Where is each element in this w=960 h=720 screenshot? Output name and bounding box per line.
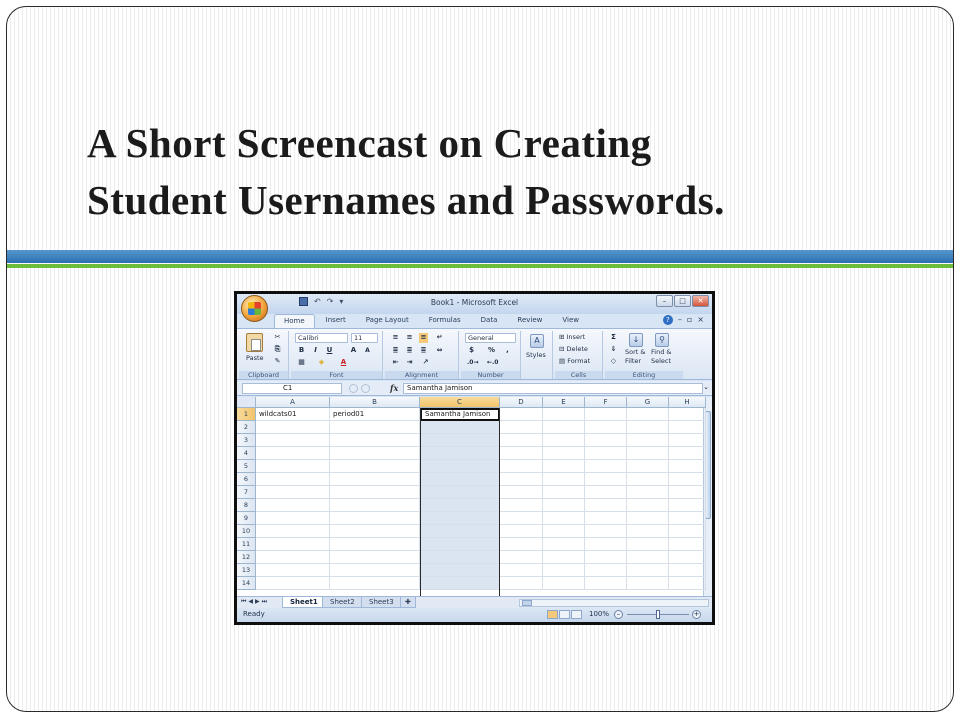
cell-g3[interactable] (627, 434, 669, 447)
row-header-14[interactable]: 14 (237, 577, 256, 590)
number-format-select[interactable]: General (465, 333, 516, 343)
find-select-label-2[interactable]: Select (651, 357, 672, 365)
alignment-group-label: Alignment (385, 371, 458, 379)
cell-a10[interactable] (256, 525, 330, 538)
align-right-icon[interactable]: ≣ (420, 346, 427, 354)
sheet-tab-1[interactable]: Sheet1 (282, 597, 326, 608)
cell-c14[interactable] (420, 577, 500, 590)
excel-window (234, 291, 715, 625)
wrap-text-icon[interactable]: ↵ (436, 333, 443, 341)
cell-c5[interactable] (420, 460, 500, 473)
cell-b5[interactable] (330, 460, 420, 473)
cell-a6[interactable] (256, 473, 330, 486)
row-header-11[interactable]: 11 (237, 538, 256, 551)
cell-a3[interactable] (256, 434, 330, 447)
merge-center-icon[interactable]: ⇔ (436, 346, 443, 354)
row-header-5[interactable]: 5 (237, 460, 256, 473)
align-top-icon[interactable]: ≡ (392, 333, 399, 341)
cell-c2[interactable] (420, 421, 500, 434)
cell-b10[interactable] (330, 525, 420, 538)
alignment-group (385, 331, 459, 379)
underline-button[interactable]: U (326, 346, 333, 354)
row-header-6[interactable]: 6 (237, 473, 256, 486)
insert-cells-button[interactable]: ⊞ Insert (559, 333, 586, 341)
cell-e4[interactable] (543, 447, 585, 460)
cell-g2[interactable] (627, 421, 669, 434)
cell-g1[interactable] (627, 408, 669, 421)
cell-a9[interactable] (256, 512, 330, 525)
close-workbook-icon[interactable]: × (697, 315, 704, 324)
column-header-c[interactable]: C (420, 397, 500, 408)
cell-f2[interactable] (585, 421, 627, 434)
cell-e6[interactable] (543, 473, 585, 486)
cell-f10[interactable] (585, 525, 627, 538)
cell-c10[interactable] (420, 525, 500, 538)
cell-d10[interactable] (500, 525, 543, 538)
cell-g14[interactable] (627, 577, 669, 590)
cell-a8[interactable] (256, 499, 330, 512)
cells-group (555, 331, 603, 379)
cell-d2[interactable] (500, 421, 543, 434)
binoculars-icon[interactable]: ⚲ (655, 333, 669, 347)
cell-h3[interactable] (669, 434, 706, 447)
green-divider (7, 264, 953, 268)
cell-g12[interactable] (627, 551, 669, 564)
name-box[interactable]: C1 (242, 383, 342, 394)
cell-h13[interactable] (669, 564, 706, 577)
paste-button[interactable]: Paste (246, 354, 264, 362)
sheet-tab-2[interactable]: Sheet2 (322, 597, 363, 608)
row-header-9[interactable]: 9 (237, 512, 256, 525)
slide (6, 6, 954, 712)
font-group (291, 331, 383, 379)
cell-c1[interactable]: Samantha Jamison (420, 408, 500, 421)
cell-d3[interactable] (500, 434, 543, 447)
cell-e10[interactable] (543, 525, 585, 538)
row-header-1[interactable]: 1 (237, 408, 256, 421)
orientation-icon[interactable]: ↗ (422, 358, 429, 366)
blue-divider (7, 250, 953, 263)
increase-decimal-icon[interactable]: .0→ (467, 359, 479, 366)
cell-h10[interactable] (669, 525, 706, 538)
maximize-icon[interactable]: □ (674, 295, 691, 307)
cell-c7[interactable] (420, 486, 500, 499)
cell-e8[interactable] (543, 499, 585, 512)
cell-d6[interactable] (500, 473, 543, 486)
help-icon[interactable]: ? (663, 315, 673, 325)
cell-b14[interactable] (330, 577, 420, 590)
align-middle-icon[interactable]: ≡ (406, 333, 413, 341)
cell-g11[interactable] (627, 538, 669, 551)
increase-indent-icon[interactable]: ⇥ (406, 358, 413, 366)
zoom-in-icon[interactable]: + (693, 610, 700, 618)
cell-e2[interactable] (543, 421, 585, 434)
zoom-out-icon[interactable]: – (614, 610, 623, 619)
cell-e11[interactable] (543, 538, 585, 551)
horizontal-scroll-thumb[interactable] (522, 600, 532, 606)
decrease-indent-icon[interactable]: ⇤ (392, 358, 399, 366)
cell-g13[interactable] (627, 564, 669, 577)
cell-d14[interactable] (500, 577, 543, 590)
cell-f12[interactable] (585, 551, 627, 564)
cell-a1[interactable]: wildcats01 (256, 408, 330, 421)
cell-a7[interactable] (256, 486, 330, 499)
cell-g7[interactable] (627, 486, 669, 499)
sheet-tab-3[interactable]: Sheet3 (361, 597, 402, 608)
font-name-select[interactable]: Calibri (295, 333, 348, 343)
align-bottom-icon[interactable]: ≡ (420, 333, 427, 341)
cell-f5[interactable] (585, 460, 627, 473)
column-header-b[interactable]: B (330, 397, 420, 408)
number-group (461, 331, 521, 379)
expand-formula-icon[interactable]: ⌄ (703, 383, 709, 391)
slide-title-line-2: Student Usernames and Passwords. (87, 177, 725, 223)
tab-view[interactable]: View (562, 316, 579, 324)
row-header-8[interactable]: 8 (237, 499, 256, 512)
format-cells-button[interactable]: ▤ Format (559, 357, 591, 365)
cell-h14[interactable] (669, 577, 706, 590)
cell-a4[interactable] (256, 447, 330, 460)
cell-e14[interactable] (543, 577, 585, 590)
cell-c6[interactable] (420, 473, 500, 486)
column-header-h[interactable]: H (669, 397, 706, 408)
clear-icon[interactable]: ◇ (610, 357, 617, 365)
select-all-corner[interactable] (237, 397, 256, 408)
cell-f1[interactable] (585, 408, 627, 421)
zoom-level[interactable]: 100% (589, 610, 610, 618)
percent-button[interactable]: % (487, 346, 495, 354)
copy-icon[interactable]: ⎘ (274, 345, 281, 353)
customize-qat-icon[interactable]: ▾ (339, 297, 344, 306)
column-header-d[interactable]: D (500, 397, 543, 408)
clipboard-group-label: Clipboard (239, 371, 288, 379)
font-size-select[interactable]: 11 (351, 333, 378, 343)
cell-b12[interactable] (330, 551, 420, 564)
cell-b6[interactable] (330, 473, 420, 486)
cell-d4[interactable] (500, 447, 543, 460)
tab-review[interactable]: Review (517, 316, 543, 324)
cell-e9[interactable] (543, 512, 585, 525)
horizontal-scrollbar[interactable] (519, 599, 709, 607)
sheet-tab-bar (237, 596, 712, 608)
cell-f8[interactable] (585, 499, 627, 512)
cancel-entry-icon[interactable] (349, 384, 358, 393)
cell-a13[interactable] (256, 564, 330, 577)
confirm-entry-icon[interactable] (361, 384, 370, 393)
sheet-nav-arrows-icon[interactable]: ⏮◀▶⏭ (241, 598, 270, 605)
cell-d11[interactable] (500, 538, 543, 551)
insert-cells-label: Insert (566, 333, 586, 341)
ribbon-minimize-icon[interactable]: – (677, 315, 682, 324)
shrink-font-button[interactable]: A (365, 347, 370, 354)
editing-group-label: Editing (605, 371, 683, 379)
cell-f9[interactable] (585, 512, 627, 525)
cell-d7[interactable] (500, 486, 543, 499)
cell-f3[interactable] (585, 434, 627, 447)
cell-b3[interactable] (330, 434, 420, 447)
cell-h11[interactable] (669, 538, 706, 551)
row-header-3[interactable]: 3 (237, 434, 256, 447)
slide-title (87, 115, 907, 229)
cell-c12[interactable] (420, 551, 500, 564)
cell-h5[interactable] (669, 460, 706, 473)
cell-c8[interactable] (420, 499, 500, 512)
paste-icon[interactable] (246, 333, 263, 352)
cells-group-label: Cells (555, 371, 602, 379)
cell-c11[interactable] (420, 538, 500, 551)
fill-icon[interactable]: ⇓ (610, 345, 617, 353)
editing-group (605, 331, 683, 379)
redo-icon[interactable]: ↷ (326, 297, 334, 306)
sort-filter-label-1[interactable]: Sort & (625, 348, 646, 356)
worksheet-grid[interactable] (237, 397, 712, 596)
cell-d12[interactable] (500, 551, 543, 564)
row-header-7[interactable]: 7 (237, 486, 256, 499)
format-cells-label: Format (567, 357, 591, 365)
align-left-icon[interactable]: ≣ (392, 346, 399, 354)
cell-d9[interactable] (500, 512, 543, 525)
grow-font-button[interactable]: A (350, 346, 357, 354)
cell-c4[interactable] (420, 447, 500, 460)
ribbon (237, 328, 712, 380)
cell-b7[interactable] (330, 486, 420, 499)
cell-h12[interactable] (669, 551, 706, 564)
row-header-13[interactable]: 13 (237, 564, 256, 577)
cell-f13[interactable] (585, 564, 627, 577)
cell-e1[interactable] (543, 408, 585, 421)
slide-title-line-1: A Short Screencast on Creating (87, 120, 652, 166)
office-button[interactable] (241, 295, 268, 322)
cell-e3[interactable] (543, 434, 585, 447)
cell-f14[interactable] (585, 577, 627, 590)
undo-icon[interactable]: ↶ (314, 297, 321, 306)
cell-g5[interactable] (627, 460, 669, 473)
column-header-f[interactable]: F (585, 397, 627, 408)
cell-g6[interactable] (627, 473, 669, 486)
cell-f7[interactable] (585, 486, 627, 499)
zoom-slider-thumb[interactable] (656, 610, 660, 619)
cell-c13[interactable] (420, 564, 500, 577)
view-buttons (547, 610, 582, 619)
cell-a2[interactable] (256, 421, 330, 434)
cell-d1[interactable] (500, 408, 543, 421)
row-header-2[interactable]: 2 (237, 421, 256, 434)
sort-filter-label-2[interactable]: Filter (625, 357, 642, 365)
cell-b11[interactable] (330, 538, 420, 551)
comma-button[interactable]: , (506, 346, 509, 354)
cell-a5[interactable] (256, 460, 330, 473)
cell-d8[interactable] (500, 499, 543, 512)
cell-g4[interactable] (627, 447, 669, 460)
cell-b8[interactable] (330, 499, 420, 512)
column-header-g[interactable]: G (627, 397, 669, 408)
cell-h4[interactable] (669, 447, 706, 460)
styles-group (523, 331, 553, 379)
cell-c9[interactable] (420, 512, 500, 525)
italic-button[interactable]: I (314, 346, 317, 354)
tab-data[interactable]: Data (480, 316, 498, 324)
font-group-label: Font (291, 371, 382, 379)
cell-e5[interactable] (543, 460, 585, 473)
cell-e12[interactable] (543, 551, 585, 564)
tab-home[interactable]: Home (274, 314, 315, 328)
autosum-button[interactable]: Σ (611, 333, 616, 341)
cell-a12[interactable] (256, 551, 330, 564)
find-select-label-1[interactable]: Find & (651, 348, 672, 356)
cell-b4[interactable] (330, 447, 420, 460)
column-header-a[interactable]: A (256, 397, 330, 408)
cell-b2[interactable] (330, 421, 420, 434)
sort-filter-icon[interactable]: ↓ (629, 333, 643, 347)
format-painter-icon[interactable]: ✎ (274, 357, 281, 365)
bold-button[interactable]: B (298, 346, 305, 354)
help-area (663, 315, 704, 325)
cell-g9[interactable] (627, 512, 669, 525)
align-center-icon[interactable]: ≣ (406, 346, 413, 354)
styles-icon[interactable]: A (530, 334, 544, 348)
cell-d5[interactable] (500, 460, 543, 473)
cell-b13[interactable] (330, 564, 420, 577)
normal-view-icon[interactable] (547, 610, 558, 619)
fill-color-icon[interactable]: ◈ (318, 358, 325, 366)
clipboard-group (239, 331, 289, 379)
cell-b1[interactable]: period01 (330, 408, 420, 421)
cell-b9[interactable] (330, 512, 420, 525)
cell-h2[interactable] (669, 421, 706, 434)
cell-c3[interactable] (420, 434, 500, 447)
page-layout-view-icon[interactable] (559, 610, 570, 619)
page-break-view-icon[interactable] (571, 610, 582, 619)
close-icon[interactable]: ✕ (692, 295, 709, 307)
tab-page-layout[interactable]: Page Layout (365, 316, 409, 324)
tab-formulas[interactable]: Formulas (428, 316, 461, 324)
column-header-e[interactable]: E (543, 397, 585, 408)
cell-h8[interactable] (669, 499, 706, 512)
title-bar (237, 294, 712, 314)
number-group-label: Number (461, 371, 520, 379)
insert-sheet-icon[interactable]: ✚ (400, 597, 416, 608)
restore-icon[interactable]: ▫ (686, 315, 693, 324)
cell-a14[interactable] (256, 577, 330, 590)
cell-h7[interactable] (669, 486, 706, 499)
cell-d13[interactable] (500, 564, 543, 577)
status-text: Ready (243, 610, 265, 618)
cell-f6[interactable] (585, 473, 627, 486)
row-header-12[interactable]: 12 (237, 551, 256, 564)
window-title: Book1 - Microsoft Excel (430, 298, 519, 307)
insert-function-icon[interactable]: fx (390, 383, 399, 393)
tab-insert[interactable]: Insert (325, 316, 346, 324)
cell-g8[interactable] (627, 499, 669, 512)
cell-e13[interactable] (543, 564, 585, 577)
cell-g10[interactable] (627, 525, 669, 538)
minimize-icon[interactable]: – (656, 295, 673, 307)
cell-a11[interactable] (256, 538, 330, 551)
cell-f11[interactable] (585, 538, 627, 551)
formula-input[interactable]: Samantha Jamison (403, 383, 703, 394)
cell-h1[interactable] (669, 408, 706, 421)
cell-h6[interactable] (669, 473, 706, 486)
delete-cells-button[interactable]: ⊟ Delete (559, 345, 588, 353)
window-controls (656, 295, 709, 307)
row-header-4[interactable]: 4 (237, 447, 256, 460)
borders-icon[interactable]: ▦ (298, 358, 305, 366)
cell-f4[interactable] (585, 447, 627, 460)
delete-cells-label: Delete (566, 345, 588, 353)
ribbon-tabs (237, 314, 712, 328)
styles-button[interactable]: Styles (526, 351, 546, 359)
decrease-decimal-icon[interactable]: ←.0 (487, 359, 499, 366)
formula-bar (237, 381, 712, 396)
cut-icon[interactable]: ✂ (274, 333, 281, 341)
cell-e7[interactable] (543, 486, 585, 499)
row-header-10[interactable]: 10 (237, 525, 256, 538)
status-bar (237, 608, 712, 622)
cell-h9[interactable] (669, 512, 706, 525)
font-color-icon[interactable]: A (340, 358, 347, 366)
currency-button[interactable]: $ (469, 346, 474, 354)
office-logo-icon (248, 302, 261, 315)
